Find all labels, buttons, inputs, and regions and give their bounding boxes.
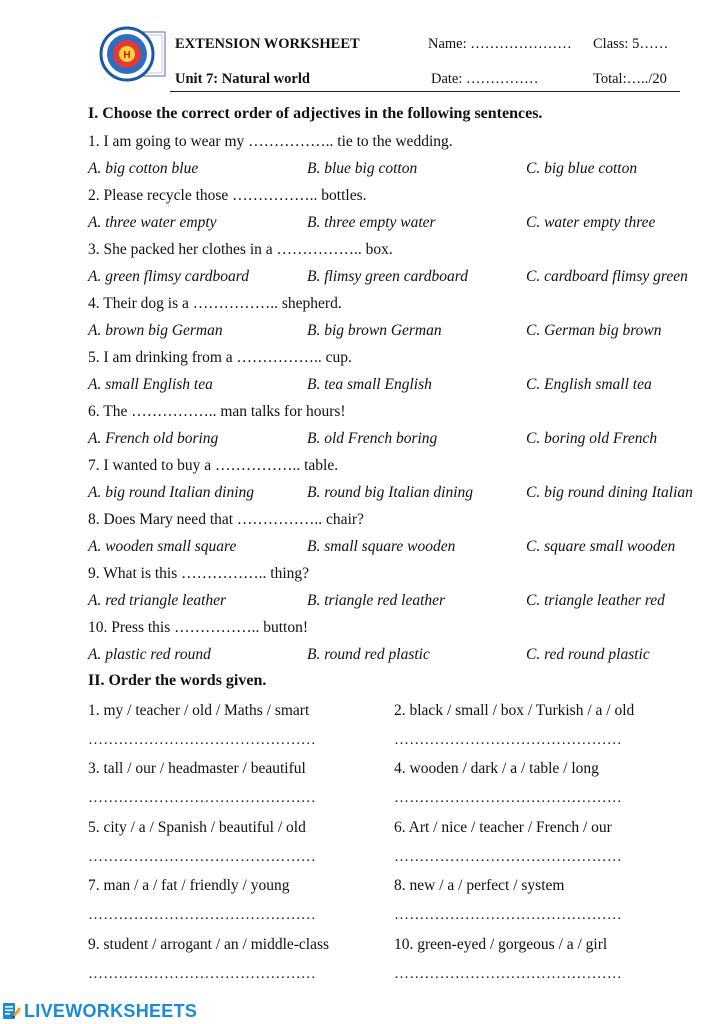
option-10c: C. red round plastic xyxy=(526,646,650,663)
option-6c: C. boring old French xyxy=(526,430,658,447)
option-8b: B. small square wooden xyxy=(307,538,456,555)
answer-line-2[interactable]: ……………………………………… xyxy=(394,732,622,748)
option-9a: A. red triangle leather xyxy=(88,592,227,609)
option-10a: A. plastic red round xyxy=(88,646,211,663)
option-4c: C. German big brown xyxy=(526,322,662,339)
part2-heading: II. Order the words given. xyxy=(88,672,267,689)
svg-text:H: H xyxy=(123,50,131,61)
option-5b: B. tea small English xyxy=(307,376,432,393)
option-1b: B. blue big cotton xyxy=(307,160,418,177)
option-9b: B. triangle red leather xyxy=(307,592,446,609)
name-field: Name: ………………… xyxy=(428,36,572,52)
question-10: 10. Press this …………….. button! xyxy=(88,619,309,636)
option-10b: B. round red plastic xyxy=(307,646,430,663)
unit-title: Unit 7: Natural world xyxy=(175,71,310,87)
option-6b: B. old French boring xyxy=(307,430,438,447)
answer-line-9[interactable]: ……………………………………… xyxy=(88,966,316,982)
header-divider xyxy=(170,91,680,92)
answer-line-4[interactable]: ……………………………………… xyxy=(394,790,622,806)
answer-line-6[interactable]: ……………………………………… xyxy=(394,849,622,865)
answer-line-3[interactable]: ……………………………………… xyxy=(88,790,316,806)
question-2: 2. Please recycle those …………….. bottles. xyxy=(88,187,367,204)
liveworksheets-brand-text: LIVEWORKSHEETS xyxy=(24,1000,198,1021)
option-8a: A. wooden small square xyxy=(88,538,237,555)
answer-line-5[interactable]: ……………………………………… xyxy=(88,849,316,865)
option-4b: B. big brown German xyxy=(307,322,442,339)
option-9c: C. triangle leather red xyxy=(526,592,665,609)
order-item-10: 10. green-eyed / gorgeous / a / girl xyxy=(394,936,608,953)
question-4: 4. Their dog is a …………….. shepherd. xyxy=(88,295,342,312)
class-field: Class: 5…… xyxy=(593,36,669,52)
option-5c: C. English small tea xyxy=(526,376,652,393)
liveworksheets-logo-icon xyxy=(2,1001,22,1021)
order-item-3: 3. tall / our / headmaster / beautiful xyxy=(88,760,306,777)
order-item-5: 5. city / a / Spanish / beautiful / old xyxy=(88,819,306,836)
option-2a: A. three water empty xyxy=(88,214,217,231)
date-field: Date: …………… xyxy=(431,71,539,87)
question-3: 3. She packed her clothes in a …………….. box. xyxy=(88,241,393,258)
option-7b: B. round big Italian dining xyxy=(307,484,474,501)
option-4a: A. brown big German xyxy=(88,322,223,339)
question-1: 1. I am going to wear my …………….. tie to the wedding. xyxy=(88,133,453,150)
order-item-6: 6. Art / nice / teacher / French / our xyxy=(394,819,612,836)
order-item-9: 9. student / arrogant / an / middle-class xyxy=(88,936,330,953)
answer-line-8[interactable]: ……………………………………… xyxy=(394,907,622,923)
option-6a: A. French old boring xyxy=(88,430,219,447)
question-8: 8. Does Mary need that …………….. chair? xyxy=(88,511,364,528)
order-item-2: 2. black / small / box / Turkish / a / old xyxy=(394,702,635,719)
question-7: 7. I wanted to buy a …………….. table. xyxy=(88,457,339,474)
order-item-1: 1. my / teacher / old / Maths / smart xyxy=(88,702,310,719)
option-7a: A. big round Italian dining xyxy=(88,484,255,501)
school-logo xyxy=(97,24,167,84)
order-item-8: 8. new / a / perfect / system xyxy=(394,877,565,894)
total-field: Total:…../20 xyxy=(593,71,667,87)
option-2c: C. water empty three xyxy=(526,214,656,231)
order-item-7: 7. man / a / fat / friendly / young xyxy=(88,877,290,894)
worksheet-title: EXTENSION WORKSHEET xyxy=(175,36,360,52)
option-1c: C. big blue cotton xyxy=(526,160,638,177)
question-9: 9. What is this …………….. thing? xyxy=(88,565,310,582)
option-5a: A. small English tea xyxy=(88,376,213,393)
option-3c: C. cardboard flimsy green xyxy=(526,268,688,285)
question-6: 6. The …………….. man talks for hours! xyxy=(88,403,346,420)
liveworksheets-brand[interactable] xyxy=(2,1000,197,1022)
option-2b: B. three empty water xyxy=(307,214,436,231)
option-3a: A. green flimsy cardboard xyxy=(88,268,250,285)
option-1a: A. big cotton blue xyxy=(88,160,199,177)
answer-line-7[interactable]: ……………………………………… xyxy=(88,907,316,923)
answer-line-10[interactable]: ……………………………………… xyxy=(394,966,622,982)
option-3b: B. flimsy green cardboard xyxy=(307,268,469,285)
option-7c: C. big round dining Italian xyxy=(526,484,693,501)
order-item-4: 4. wooden / dark / a / table / long xyxy=(394,760,599,777)
answer-line-1[interactable]: ……………………………………… xyxy=(88,732,316,748)
part1-heading: I. Choose the correct order of adjectives in the following sentences. xyxy=(88,105,543,122)
question-5: 5. I am drinking from a …………….. cup. xyxy=(88,349,352,366)
option-8c: C. square small wooden xyxy=(526,538,676,555)
